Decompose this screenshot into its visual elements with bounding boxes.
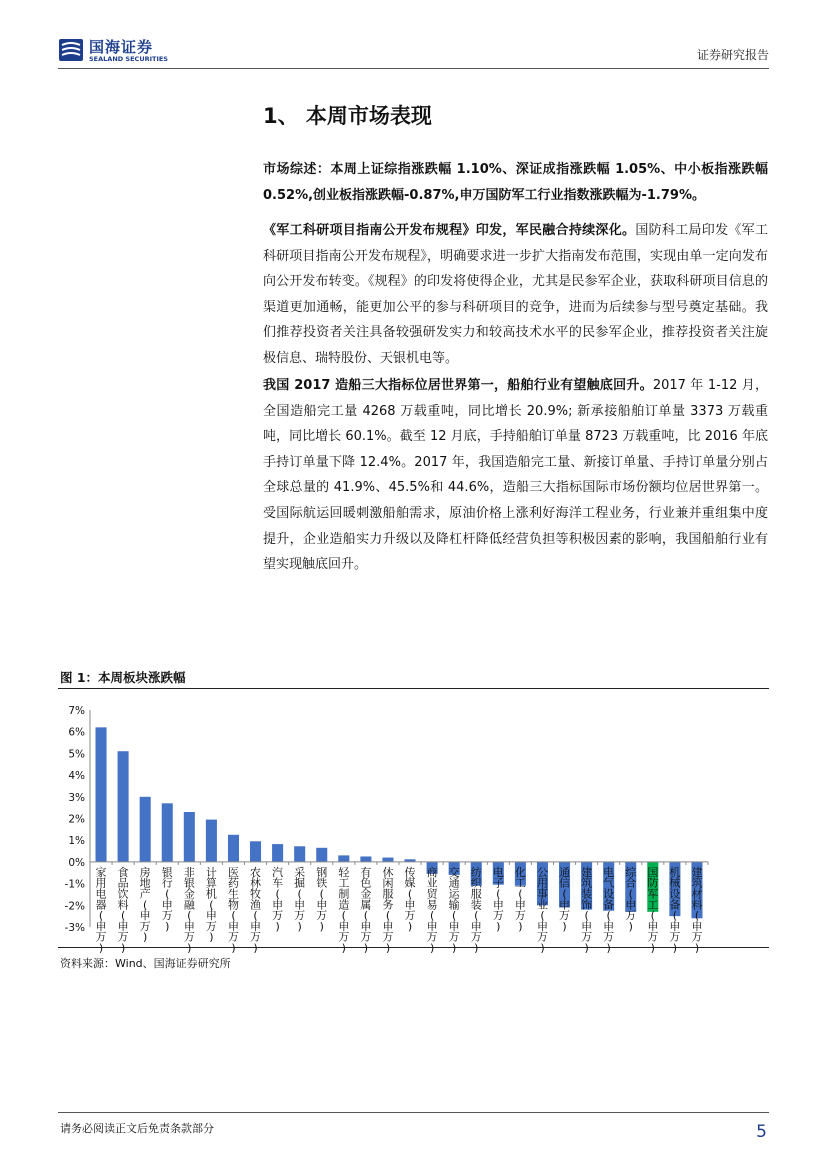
sector-change-bar-chart: [58, 695, 769, 955]
category-label: 钢铁(申万): [316, 865, 328, 933]
section-title: 1、 本周市场表现: [263, 104, 432, 128]
category-label: 纺织服装(申万): [470, 865, 482, 955]
footer-disclaimer: 请务必阅读正文后免责条款部分: [60, 1122, 214, 1135]
category-label: 计算机(申万): [205, 865, 217, 944]
bar: [382, 858, 393, 862]
bar: [294, 846, 305, 862]
category-label: 公用事业(申万): [536, 865, 548, 955]
y-tick-label: 6%: [68, 726, 85, 739]
category-label: 有色金属(申万): [360, 865, 372, 955]
category-label: 银行(申万): [161, 865, 173, 933]
bar: [162, 803, 173, 862]
y-tick-label: 0%: [68, 856, 85, 869]
paragraph-shipbuilding: [263, 373, 768, 578]
category-label: 采掘(申万): [294, 865, 306, 933]
figure-title: 图 1：本周板块涨跌幅: [60, 670, 186, 685]
logo-english-name: SEALAND SECURITIES: [89, 55, 168, 63]
y-tick-label: 1%: [68, 835, 85, 848]
logo-chinese-name: 国海证券: [89, 38, 154, 56]
category-label: 电气设备(申万): [603, 865, 615, 955]
bar: [206, 820, 217, 862]
bar: [316, 848, 327, 862]
category-label: 机械设备(申万): [669, 865, 681, 955]
category-label: 化工(申万): [514, 865, 526, 933]
paragraph-lead: 市场综述：本周上证综指涨跌幅 1.10%、深证成指涨跌幅 1.05%、中小板指涨跌幅 0.52%,创业板指涨跌幅-0.87%,申万国防军工行业指数涨跌幅为-1.79%。: [263, 162, 768, 203]
category-label: 房地产(申万): [139, 865, 151, 944]
paragraph-lead: 《军工科研项目指南公开发布规程》印发，军民融合持续深化。: [263, 223, 636, 238]
category-label: 国防军工(申万): [647, 865, 659, 955]
y-tick-label: 3%: [68, 791, 85, 804]
paragraph-market-summary: [263, 157, 768, 208]
bar: [250, 841, 261, 862]
page-number: 5: [756, 1122, 767, 1142]
category-label: 商业贸易(申万): [426, 865, 438, 955]
paragraph-body: 2017 年 1-12 月，全国造船完工量 4268 万载重吨，同比增长 20.9%; 新承接船舶订单量 3373 万载重吨，同比增长 60.1%。截至 12 月底，手持船舶订单量 8723 万载重吨，比 2016 年底手持订单量下降 12.4%。2017 年，我国造船完工量、新接订单量、手持订单量分别占全球总量的 41.9%、45.5%和 44.6%，造船三大指标国际市场份额均位居世界第一。受国际航运回暖刺激船舶需求，原油价格上涨利好海洋工程业务，行业兼并重组集中度提升，企业造船实力升级以及降杠杆降低经营负担等积极因素的影响，我国船舶行业有望实现触底回升。: [263, 378, 768, 573]
category-label: 非银金融(申万): [183, 865, 195, 955]
bar: [338, 855, 349, 862]
header-divider: [58, 68, 769, 69]
y-tick-label: -3%: [64, 922, 85, 934]
bar: [360, 856, 371, 861]
bar: [184, 812, 195, 862]
paragraph-body: 国防科工局印发《军工科研项目指南公开发布规程》，明确要求进一步扩大指南发布范围，实现由单一定向发布向公开发布转变。《规程》的印发将使得企业，尤其是民参军企业，获取科研项目信息的渠道更加通畅，能更加公平的参与科研项目的竞争，进而为后续参与型号奠定基础。我们推荐投资者关注具备较强研发实力和较高技术水平的民参军企业，推荐投资者关注旋极信息、瑞特股份、天银机电等。: [263, 223, 768, 366]
y-tick-label: 4%: [68, 770, 85, 783]
paragraph-lead: 我国 2017 造船三大指标位居世界第一，船舶行业有望触底回升。: [263, 378, 653, 393]
sealand-logo-icon: [58, 38, 84, 62]
category-label: 交通运输(申万): [448, 865, 460, 955]
bar: [118, 751, 129, 862]
bar: [272, 844, 283, 862]
category-label: 农林牧渔(申万): [250, 865, 262, 955]
figure-top-rule: [58, 688, 769, 689]
bar: [96, 727, 107, 862]
bar: [140, 797, 151, 862]
y-tick-label: -2%: [64, 900, 85, 913]
category-label: 汽车(申万): [272, 865, 284, 933]
category-label: 综合(申万): [625, 865, 637, 933]
category-label: 医药生物(申万): [227, 865, 239, 955]
report-type-label: 证券研究报告: [696, 48, 769, 62]
company-logo: [58, 36, 198, 66]
category-label: 电子(申万): [492, 865, 504, 933]
figure-source: 资料来源：Wind、国海证券研究所: [60, 957, 231, 970]
category-label: 家用电器(申万): [95, 865, 107, 955]
paragraph-military-research: [263, 218, 768, 372]
category-label: 轻工制造(申万): [338, 865, 350, 955]
category-label: 通信(申万): [559, 865, 571, 933]
y-tick-label: 2%: [68, 813, 85, 826]
category-label: 建筑材料(申万): [691, 865, 703, 955]
category-label: 食品饮料(申万): [117, 865, 129, 955]
category-label: 休闲服务(申万): [382, 865, 394, 955]
y-tick-label: 7%: [68, 705, 85, 717]
y-tick-label: 5%: [68, 748, 85, 761]
category-label: 建筑装饰(申万): [581, 865, 593, 955]
y-tick-label: -1%: [64, 878, 85, 891]
category-label: 传媒(申万): [404, 865, 416, 933]
bar: [228, 835, 239, 862]
footer-divider: [58, 1112, 769, 1113]
figure-bottom-rule: [58, 947, 769, 948]
